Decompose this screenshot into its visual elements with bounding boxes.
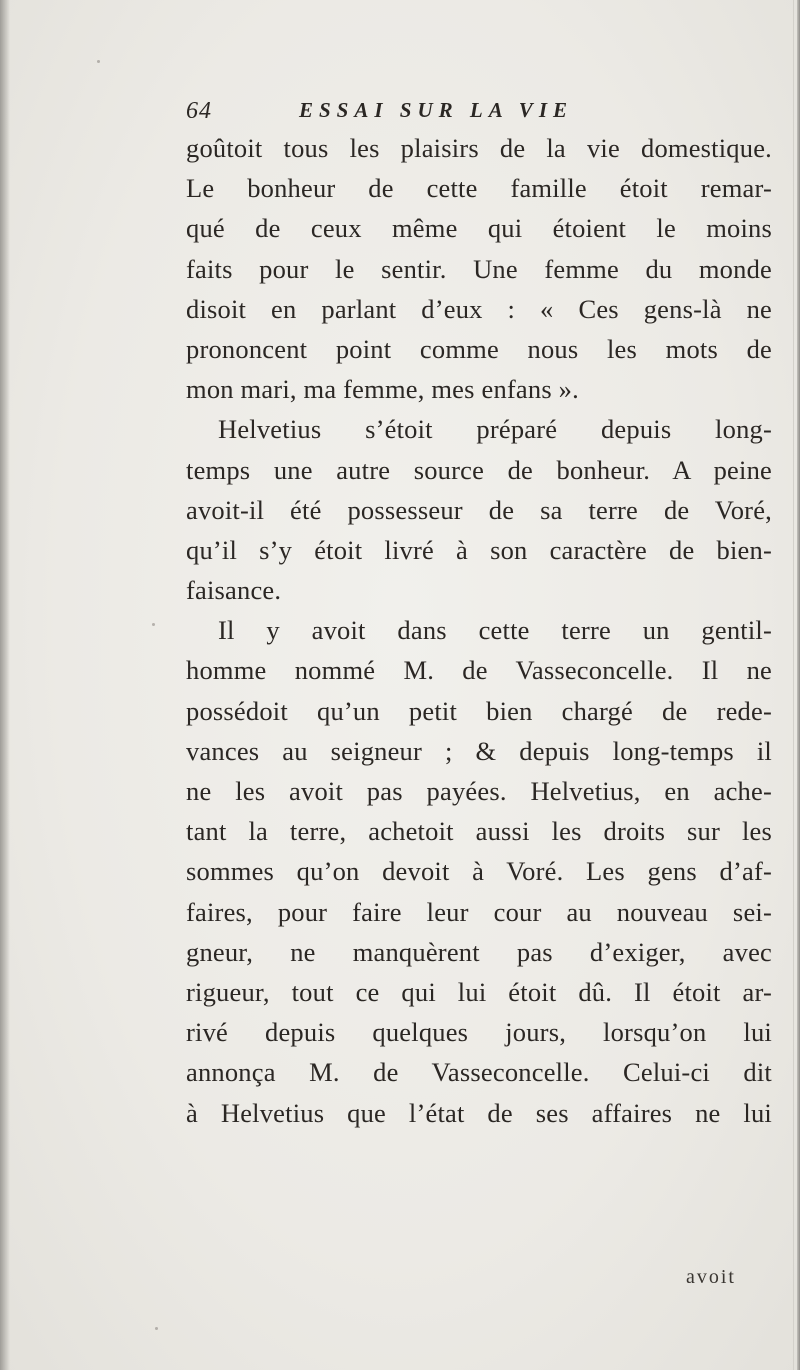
page-header: [186, 98, 686, 128]
paper-speck: [155, 1327, 158, 1330]
body-text: [186, 128, 772, 1133]
text-line: disoit en parlant d’eux : « Ces gens-là ne: [186, 293, 772, 324]
text-line: rivé depuis quelques jours, lorsqu’on lui: [186, 1017, 772, 1048]
text-line: faisance.: [186, 575, 282, 606]
text-line: mon mari, ma femme, mes enfans ».: [186, 374, 579, 405]
page-number: 64: [186, 98, 212, 124]
text-line: tant la terre, achetoit aussi les droits sur les: [186, 816, 772, 847]
text-line: faits pour le sentir. Une femme du monde: [186, 253, 772, 284]
text-line: à Helvetius que l’état de ses affaires ne lui: [186, 1097, 772, 1128]
text-line: ne les avoit pas payées. Helvetius, en ache-: [186, 776, 772, 806]
text-line: qu’il s’y étoit livré à son caractère de bien-: [186, 534, 772, 565]
text-line: Helvetius s’étoit préparé depuis long-: [218, 414, 772, 445]
text-line: gneur, ne manquèrent pas d’exiger, avec: [186, 936, 772, 967]
right-page-edge-line: [793, 0, 794, 1370]
running-title: ESSAI SUR LA VIE: [298, 98, 573, 122]
text-line: prononcent point comme nous les mots de: [186, 333, 772, 364]
paper-speck: [97, 60, 100, 63]
text-line: Il y avoit dans cette terre un gentil-: [218, 615, 772, 646]
text-line: sommes qu’on devoit à Voré. Les gens d’af-: [186, 856, 772, 887]
text-line: avoit-il été possesseur de sa terre de Voré,: [186, 494, 772, 525]
text-line: homme nommé M. de Vasseconcelle. Il ne: [186, 655, 772, 686]
text-line: faires, pour faire leur cour au nouveau sei-: [186, 896, 772, 927]
text-line: qué de ceux même qui étoient le moins: [186, 213, 772, 244]
text-line: Le bonheur de cette famille étoit remar-: [186, 173, 772, 204]
paper-speck: [152, 623, 155, 626]
left-gutter-shadow: [0, 0, 10, 1370]
text-line: temps une autre source de bonheur. A peine: [186, 454, 772, 485]
text-line: annonça M. de Vasseconcelle. Celui-ci dit: [186, 1057, 772, 1088]
text-line: rigueur, tout ce qui lui étoit dû. Il étoit ar-: [186, 976, 772, 1007]
text-line: vances au seigneur ; & depuis long-temps il: [186, 735, 772, 766]
text-line: possédoit qu’un petit bien chargé de rede-: [186, 695, 772, 726]
text-line: goûtoit tous les plaisirs de la vie domestique.: [186, 133, 772, 163]
catchword: avoit: [686, 1266, 736, 1288]
